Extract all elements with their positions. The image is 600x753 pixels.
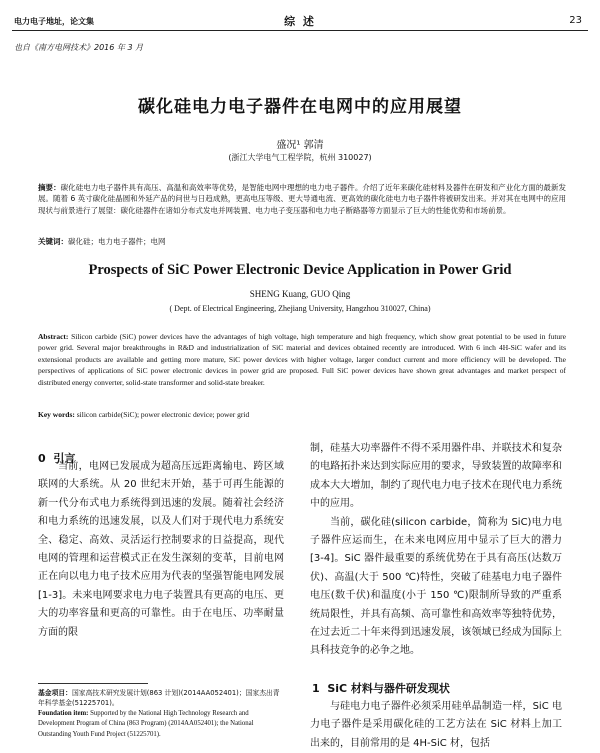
authors-english: SHENG Kuang, GUO Qing bbox=[249, 289, 351, 299]
section-title: 引言 bbox=[53, 452, 76, 465]
header-rule bbox=[12, 30, 588, 31]
paragraph: 制，硅基大功率器件不得不采用器件串、并联技术和复杂的电路拓扑来达到实际应用的要求，导致装置的故障率和成本大大增加，制约了现代电力电子技术在现代电力系统中的应用。 bbox=[310, 443, 562, 510]
page-number: 23 bbox=[569, 15, 582, 26]
keywords-english bbox=[38, 410, 566, 419]
keywords-chinese-text: 碳化硅；电力电子器件；电网 bbox=[68, 237, 166, 246]
body-column-right-continued bbox=[310, 698, 562, 753]
footnote-english bbox=[38, 709, 286, 740]
title-english: Prospects of SiC Power Electronic Device Application in Power Grid bbox=[88, 262, 512, 278]
keywords-chinese-label: 关键词： bbox=[38, 237, 68, 246]
keywords-english-label: Key words: bbox=[38, 410, 75, 419]
section-number: 1 bbox=[312, 682, 320, 695]
title-chinese: 碳化硅电力电子器件在电网中的应用展望 bbox=[138, 97, 462, 117]
abstract-chinese-text: 碳化硅电力电子器件具有高压、高温和高效率等优势，是智能电网中理想的电力电子器件。介绍了近年来碳化硅材料及器件在研发和产业化方面的最新发展。随着 6 英寸碳化硅晶圆和外延产品的问世与日趋成熟，更高电压等级、更大导通电流、更高效的碳化硅电力电子器件将被研发出来。并对其在电网中的应用现状与前景进行了展望：碳化硅器件在诸如分布式发电并网装置、电力电子变压器和电力电子断路器等方面显示了巨大的性能优势和市场前景。 bbox=[38, 183, 567, 215]
paragraph: 与硅电力电子器件必须采用硅单晶制造一样，SiC 电力电子器件是采用碳化硅的工艺方法在 SiC 材料上加工出来的，目前常用的是 4H-SiC 材，包括 bbox=[310, 701, 562, 749]
footnote-chinese bbox=[38, 688, 286, 709]
running-header-journal: 电力电子地址，论文集 bbox=[14, 17, 94, 26]
section-heading-status bbox=[312, 680, 450, 696]
authors-chinese: 盛况¹ 郭清 bbox=[276, 140, 324, 151]
affiliation-chinese: (浙江大学电气工程学院，杭州 310027) bbox=[228, 153, 372, 162]
keywords-english-text: silicon carbide(SiC); power electronic device; power grid bbox=[76, 410, 250, 419]
running-header-section: 综 述 bbox=[284, 15, 316, 28]
footnote-chinese-label: 基金项目： bbox=[38, 689, 72, 697]
source-citation: 也自《南方电网技术》2016 年 3 月 bbox=[14, 43, 144, 52]
paragraph: 当前，碳化硅(silicon carbide，简称为 SiC)电力电子器件应运而生，在未来电网应用中显示了巨大的潜力[3-4]。SiC 器件最重要的系统优势在于具有高压(达数万伏)、高温(大于 500 ℃)特性，突破了硅基电力电子器件电压(数千伏)和温度(小于 150 ℃)限制所导致的严重系统局限性，并具有高频、高可靠性和高效率等独特优势，在过去近二十年来得到迅速发展，该领域已经成为国际上具科技竞争的必争之地。 bbox=[310, 516, 562, 657]
footnote-rule bbox=[38, 683, 148, 684]
affiliation-english: ( Dept. of Electrical Engineering, Zhejiang University, Hangzhou 310027, China) bbox=[169, 304, 431, 313]
footnote-english-text: Supported by the National High Technology Research and Development Program of China (863 Program) (2014AA052401); the National Outstanding Youth Fund Project (51225701). bbox=[38, 709, 254, 738]
keywords-chinese bbox=[38, 236, 566, 247]
footnote-chinese-text: 国家高技术研究发展计划(863 计划)(2014AA052401)；国家杰出青年科学基金(51225701)。 bbox=[38, 689, 280, 708]
section-number: 0 bbox=[38, 452, 46, 465]
abstract-english-label: Abstract: bbox=[38, 332, 69, 341]
abstract-chinese bbox=[38, 182, 566, 216]
abstract-english bbox=[38, 331, 566, 388]
section-title: SiC 材料与器件研发现状 bbox=[327, 682, 450, 695]
abstract-english-text: Silicon carbide (SiC) power devices have the advantages of high voltage, high temperature and high frequency, which show great potential to be used in future power grid. Several major breakthroughs in R&D and industrialization of SiC material and devices obtained recently are introduced. With 6 inch 4H-SiC wafer and its extensional products are available and getting more mature, SiC power devices with higher voltage, larger conduct current and more efficiency will be developed. The perspectives of applications of SiC power electronic devices in power grid are proposed. Full SiC power devices have shown great advantages and market perspect of distributed energy converter, solid-state transformer and solid-state breaker. bbox=[38, 332, 567, 387]
body-column-right bbox=[310, 440, 562, 661]
footnote-english-label: Foundation item: bbox=[38, 709, 89, 717]
footnote-funding bbox=[38, 688, 286, 740]
abstract-chinese-label: 摘要： bbox=[38, 183, 61, 192]
body-column-left bbox=[38, 458, 284, 642]
paragraph: 当前，电网已发展成为超高压远距离输电、跨区域联网的大系统。从 20 世纪末开始，基于可再生能源的新一代分布式电力系统得到迅速的发展。随着社会经济和电力系统的迅速发展，以及人们对于现代电力系统安全、稳定、高效、灵活运行控制要求的日益提高，现代电网的管理和运营模式正在发生深刻的变革，目前电网正在向以电力电子技术应用为代表的坚强智能电网发展[1-3]。未来电网要求电力电子装置具有更高的电压、更大的功率容量和更高的可靠性。由于在电压、功率耐量方面的限 bbox=[38, 461, 284, 638]
